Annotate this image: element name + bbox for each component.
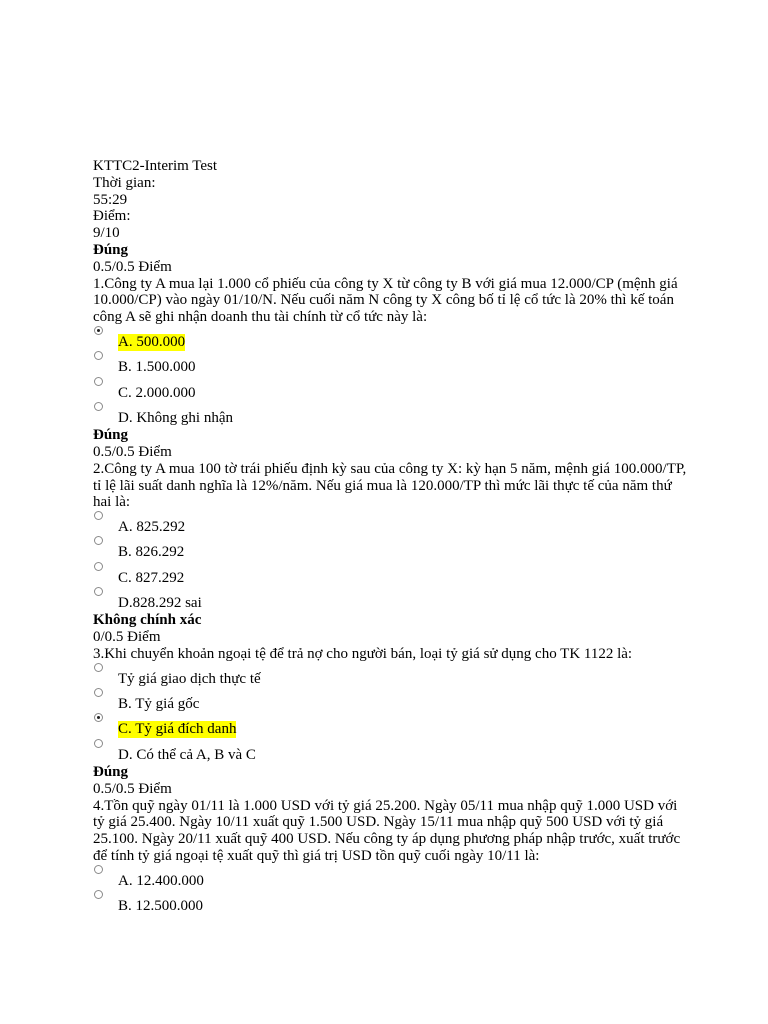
question-text: 3.Khi chuyển khoản ngoại tệ để trả nợ cho người bán, loại tỷ giá sử dụng cho TK 1122 là: (93, 645, 633, 662)
radio-icon[interactable] (94, 587, 103, 596)
score-label: Điểm: (93, 208, 131, 225)
option-label: B. Tỷ giá gốc (118, 696, 200, 713)
quiz-page (93, 158, 687, 915)
time-label: Thời gian: (93, 174, 156, 191)
question-points: 0.5/0.5 Điểm (93, 443, 172, 460)
question-3 (93, 612, 678, 764)
radio-icon[interactable] (94, 865, 103, 874)
option-label: A. 500.000 (118, 333, 186, 350)
question-status: Không chính xác (93, 612, 202, 629)
option-label: A. 12.400.000 (118, 872, 204, 889)
option-q4-b[interactable] (93, 890, 678, 915)
radio-checked-icon[interactable] (94, 326, 103, 335)
question-status: Đúng (93, 241, 129, 258)
question-1 (93, 242, 678, 427)
option-q4-a[interactable] (93, 865, 678, 890)
option-q3-c[interactable] (93, 713, 678, 738)
score-value: 9/10 (93, 225, 120, 242)
option-label: B. 12.500.000 (118, 897, 204, 914)
option-q2-c[interactable] (93, 562, 678, 587)
option-label: D.828.292 sai (118, 595, 202, 612)
radio-icon[interactable] (94, 562, 103, 571)
question-status: Đúng (93, 763, 129, 780)
option-q1-b[interactable] (93, 351, 678, 376)
question-points: 0.5/0.5 Điểm (93, 780, 172, 797)
question-2 (93, 427, 687, 612)
option-q1-c[interactable] (93, 377, 678, 402)
option-q2-b[interactable] (93, 536, 678, 561)
question-points: 0/0.5 Điểm (93, 629, 161, 646)
option-label: D. Không ghi nhận (118, 409, 233, 426)
option-q2-a[interactable] (93, 511, 678, 536)
time-value: 55:29 (93, 191, 128, 208)
radio-icon[interactable] (94, 377, 103, 386)
option-q3-d[interactable] (93, 739, 678, 764)
radio-icon[interactable] (94, 890, 103, 899)
radio-checked-icon[interactable] (94, 713, 103, 722)
question-status: Đúng (93, 427, 129, 444)
radio-icon[interactable] (94, 663, 103, 672)
option-label: B. 1.500.000 (118, 359, 196, 376)
question-text: 4.Tồn quỹ ngày 01/11 là 1.000 USD với tỷ giá 25.200. Ngày 05/11 mua nhập quỹ 1.000 USD với tỷ giá 25.400. Ngày 10/11 xuất quỹ 1.500 USD. Ngày 15/11 mua nhập quỹ 500 USD với tỷ giá 25.100. Ngày 20/11 xuất quỹ 400 USD. Nếu công ty áp dụng phương pháp nhập trước, xuất trước để tính tỷ giá ngoại tệ xuất quỹ thì giá trị USD tồn quỹ cuối ngày 10/11 là: (93, 797, 681, 864)
radio-icon[interactable] (94, 351, 103, 360)
option-label: B. 826.292 (118, 544, 185, 561)
option-label: D. Có thể cả A, B và C (118, 746, 256, 763)
question-points: 0.5/0.5 Điểm (93, 258, 172, 275)
option-label: C. 827.292 (118, 569, 185, 586)
question-4 (93, 763, 681, 915)
option-label: Tỷ giá giao dịch thực tế (118, 670, 261, 687)
radio-icon[interactable] (94, 536, 103, 545)
radio-icon[interactable] (94, 402, 103, 411)
option-label: A. 825.292 (118, 519, 186, 536)
option-q3-a[interactable] (93, 663, 678, 688)
option-q1-a[interactable] (93, 326, 678, 351)
option-label: C. 2.000.000 (118, 384, 196, 401)
radio-icon[interactable] (94, 511, 103, 520)
question-text: 1.Công ty A mua lại 1.000 cổ phiếu của công ty X từ công ty B với giá mua 12.000/CP (mệnh giá 10.000/CP) vào ngày 01/10/N. Nếu cuối năm N công ty X công bố tỉ lệ cổ tức là 20% thì kế toán công A sẽ ghi nhận doanh thu tài chính từ cổ tức này là: (93, 275, 678, 326)
question-text: 2.Công ty A mua 100 tờ trái phiếu định kỳ sau của công ty X: kỳ hạn 5 năm, mệnh giá 100.000/TP, tỉ lệ lãi suất danh nghĩa là 12%/năm. Nếu giá mua là 120.000/TP thì mức lãi thực tế của năm thứ hai là: (93, 460, 687, 511)
radio-icon[interactable] (94, 739, 103, 748)
option-q1-d[interactable] (93, 402, 678, 427)
radio-icon[interactable] (94, 688, 103, 697)
option-q2-d[interactable] (93, 587, 678, 612)
quiz-title: KTTC2-Interim Test (93, 158, 218, 174)
option-label: C. Tỷ giá đích danh (118, 721, 237, 738)
option-q3-b[interactable] (93, 688, 678, 713)
